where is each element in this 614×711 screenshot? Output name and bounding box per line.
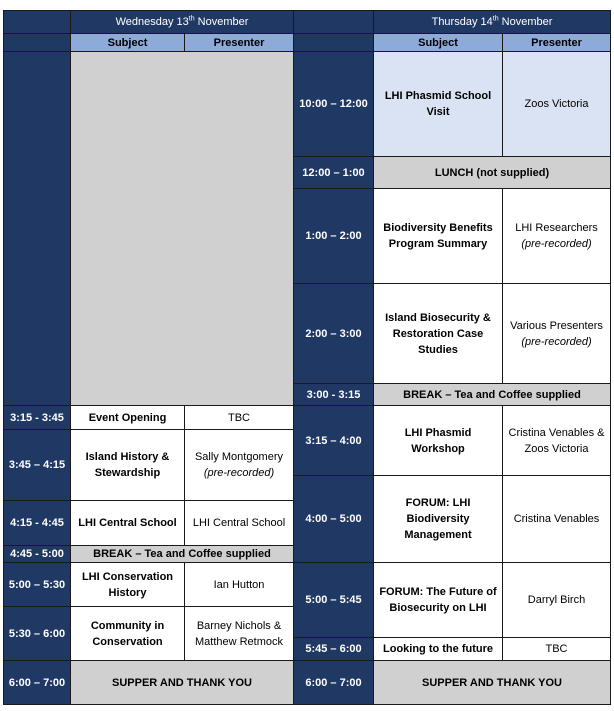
- wed-time-cell: 4:45 - 5:00: [3, 545, 71, 563]
- wed-presenter-header: Presenter: [184, 33, 294, 52]
- wed-subject-cell: LHI Conservation History: [70, 562, 185, 607]
- thu-time-cell: 3:15 – 4:00: [293, 405, 374, 476]
- thu-subject-header: Subject: [373, 33, 503, 52]
- wed-subject-header: Subject: [70, 33, 185, 52]
- wed-time-cell: 6:00 – 7:00: [3, 660, 71, 705]
- wed-empty-time-cell: [3, 51, 71, 406]
- wed-day-header: [70, 10, 294, 34]
- thu-subject-cell: Looking to the future: [373, 637, 503, 661]
- wed-time-cell: 5:00 – 5:30: [3, 562, 71, 607]
- wed-subject-cell: LHI Central School: [70, 500, 185, 546]
- thu-subject-cell: LHI Phasmid Workshop: [373, 405, 503, 476]
- wed-presenter-cell: Ian Hutton: [184, 562, 294, 607]
- wed-presenter-cell: Barney Nichols & Matthew Retmock: [184, 606, 294, 661]
- thu-subject-cell: Biodiversity Benefits Program Summary: [373, 188, 503, 284]
- presenter-note: (pre-recorded): [521, 238, 592, 250]
- thu-subject-cell: FORUM: The Future of Biosecurity on LHI: [373, 562, 503, 638]
- wed-subject-cell: Community in Conservation: [70, 606, 185, 661]
- thu-presenter-cell: Cristina Venables: [502, 475, 611, 563]
- wed-subject-cell: Island History & Stewardship: [70, 429, 185, 501]
- thu-time-cell: 12:00 – 1:00: [293, 156, 374, 189]
- thu-presenter-cell: Darryl Birch: [502, 562, 611, 638]
- wed-subject-cell: Event Opening: [70, 405, 185, 430]
- thu-subject-cell: LHI Phasmid School Visit: [373, 51, 503, 157]
- thu-break-cell: BREAK – Tea and Coffee supplied: [373, 383, 611, 406]
- thu-time-cell: 5:00 – 5:45: [293, 562, 374, 638]
- thu-time-cell: 4:00 – 5:00: [293, 475, 374, 563]
- thu-day-header: [373, 10, 611, 34]
- presenter-name: Various Presenters: [510, 319, 603, 332]
- thu-day-title: Thursday 14th November: [431, 15, 553, 28]
- thu-presenter-cell: [502, 188, 611, 284]
- presenter-note: (pre-recorded): [203, 467, 275, 479]
- wed-time-cell: 5:30 – 6:00: [3, 606, 71, 661]
- thu-time-cell: 10:00 – 12:00: [293, 51, 374, 157]
- thu-time-header-blank: [293, 10, 374, 34]
- wed-empty-block: [70, 51, 294, 406]
- thu-presenter-cell: Zoos Victoria: [502, 51, 611, 157]
- presenter-name: Sally Montgomery: [194, 451, 284, 463]
- thu-presenter-cell: TBC: [502, 637, 611, 661]
- thu-time-cell: 2:00 – 3:00: [293, 283, 374, 384]
- wed-day-title: Wednesday 13th November: [115, 15, 249, 28]
- thu-time-subheader-blank: [293, 33, 374, 52]
- thu-time-cell: 3:00 - 3:15: [293, 383, 374, 406]
- thu-subject-cell: FORUM: LHI Biodiversity Management: [373, 475, 503, 563]
- presenter-name: LHI Researchers: [515, 222, 598, 234]
- wed-time-subheader-blank: [3, 33, 71, 52]
- wed-time-cell: 4:15 - 4:45: [3, 500, 71, 546]
- wed-supper-cell: SUPPER AND THANK YOU: [70, 660, 294, 705]
- wed-time-cell: 3:45 – 4:15: [3, 429, 71, 501]
- wed-presenter-cell: TBC: [184, 405, 294, 430]
- presenter-note: (pre-recorded): [521, 335, 592, 348]
- thu-subject-cell: Island Biosecurity & Restoration Case Studies: [373, 283, 503, 384]
- thu-presenter-cell: [502, 283, 611, 384]
- thu-time-cell: 6:00 – 7:00: [293, 660, 374, 705]
- thu-lunch-cell: LUNCH (not supplied): [373, 156, 611, 189]
- wed-time-cell: 3:15 - 3:45: [3, 405, 71, 430]
- thu-time-cell: 5:45 – 6:00: [293, 637, 374, 661]
- thu-supper-cell: SUPPER AND THANK YOU: [373, 660, 611, 705]
- wed-presenter-cell: [184, 429, 294, 501]
- wed-presenter-cell: LHI Central School: [184, 500, 294, 546]
- thu-presenter-header: Presenter: [502, 33, 611, 52]
- thu-time-cell: 1:00 – 2:00: [293, 188, 374, 284]
- thu-presenter-cell: Cristina Venables & Zoos Victoria: [502, 405, 611, 476]
- wed-time-header-blank: [3, 10, 71, 34]
- wed-break-cell: BREAK – Tea and Coffee supplied: [70, 545, 294, 563]
